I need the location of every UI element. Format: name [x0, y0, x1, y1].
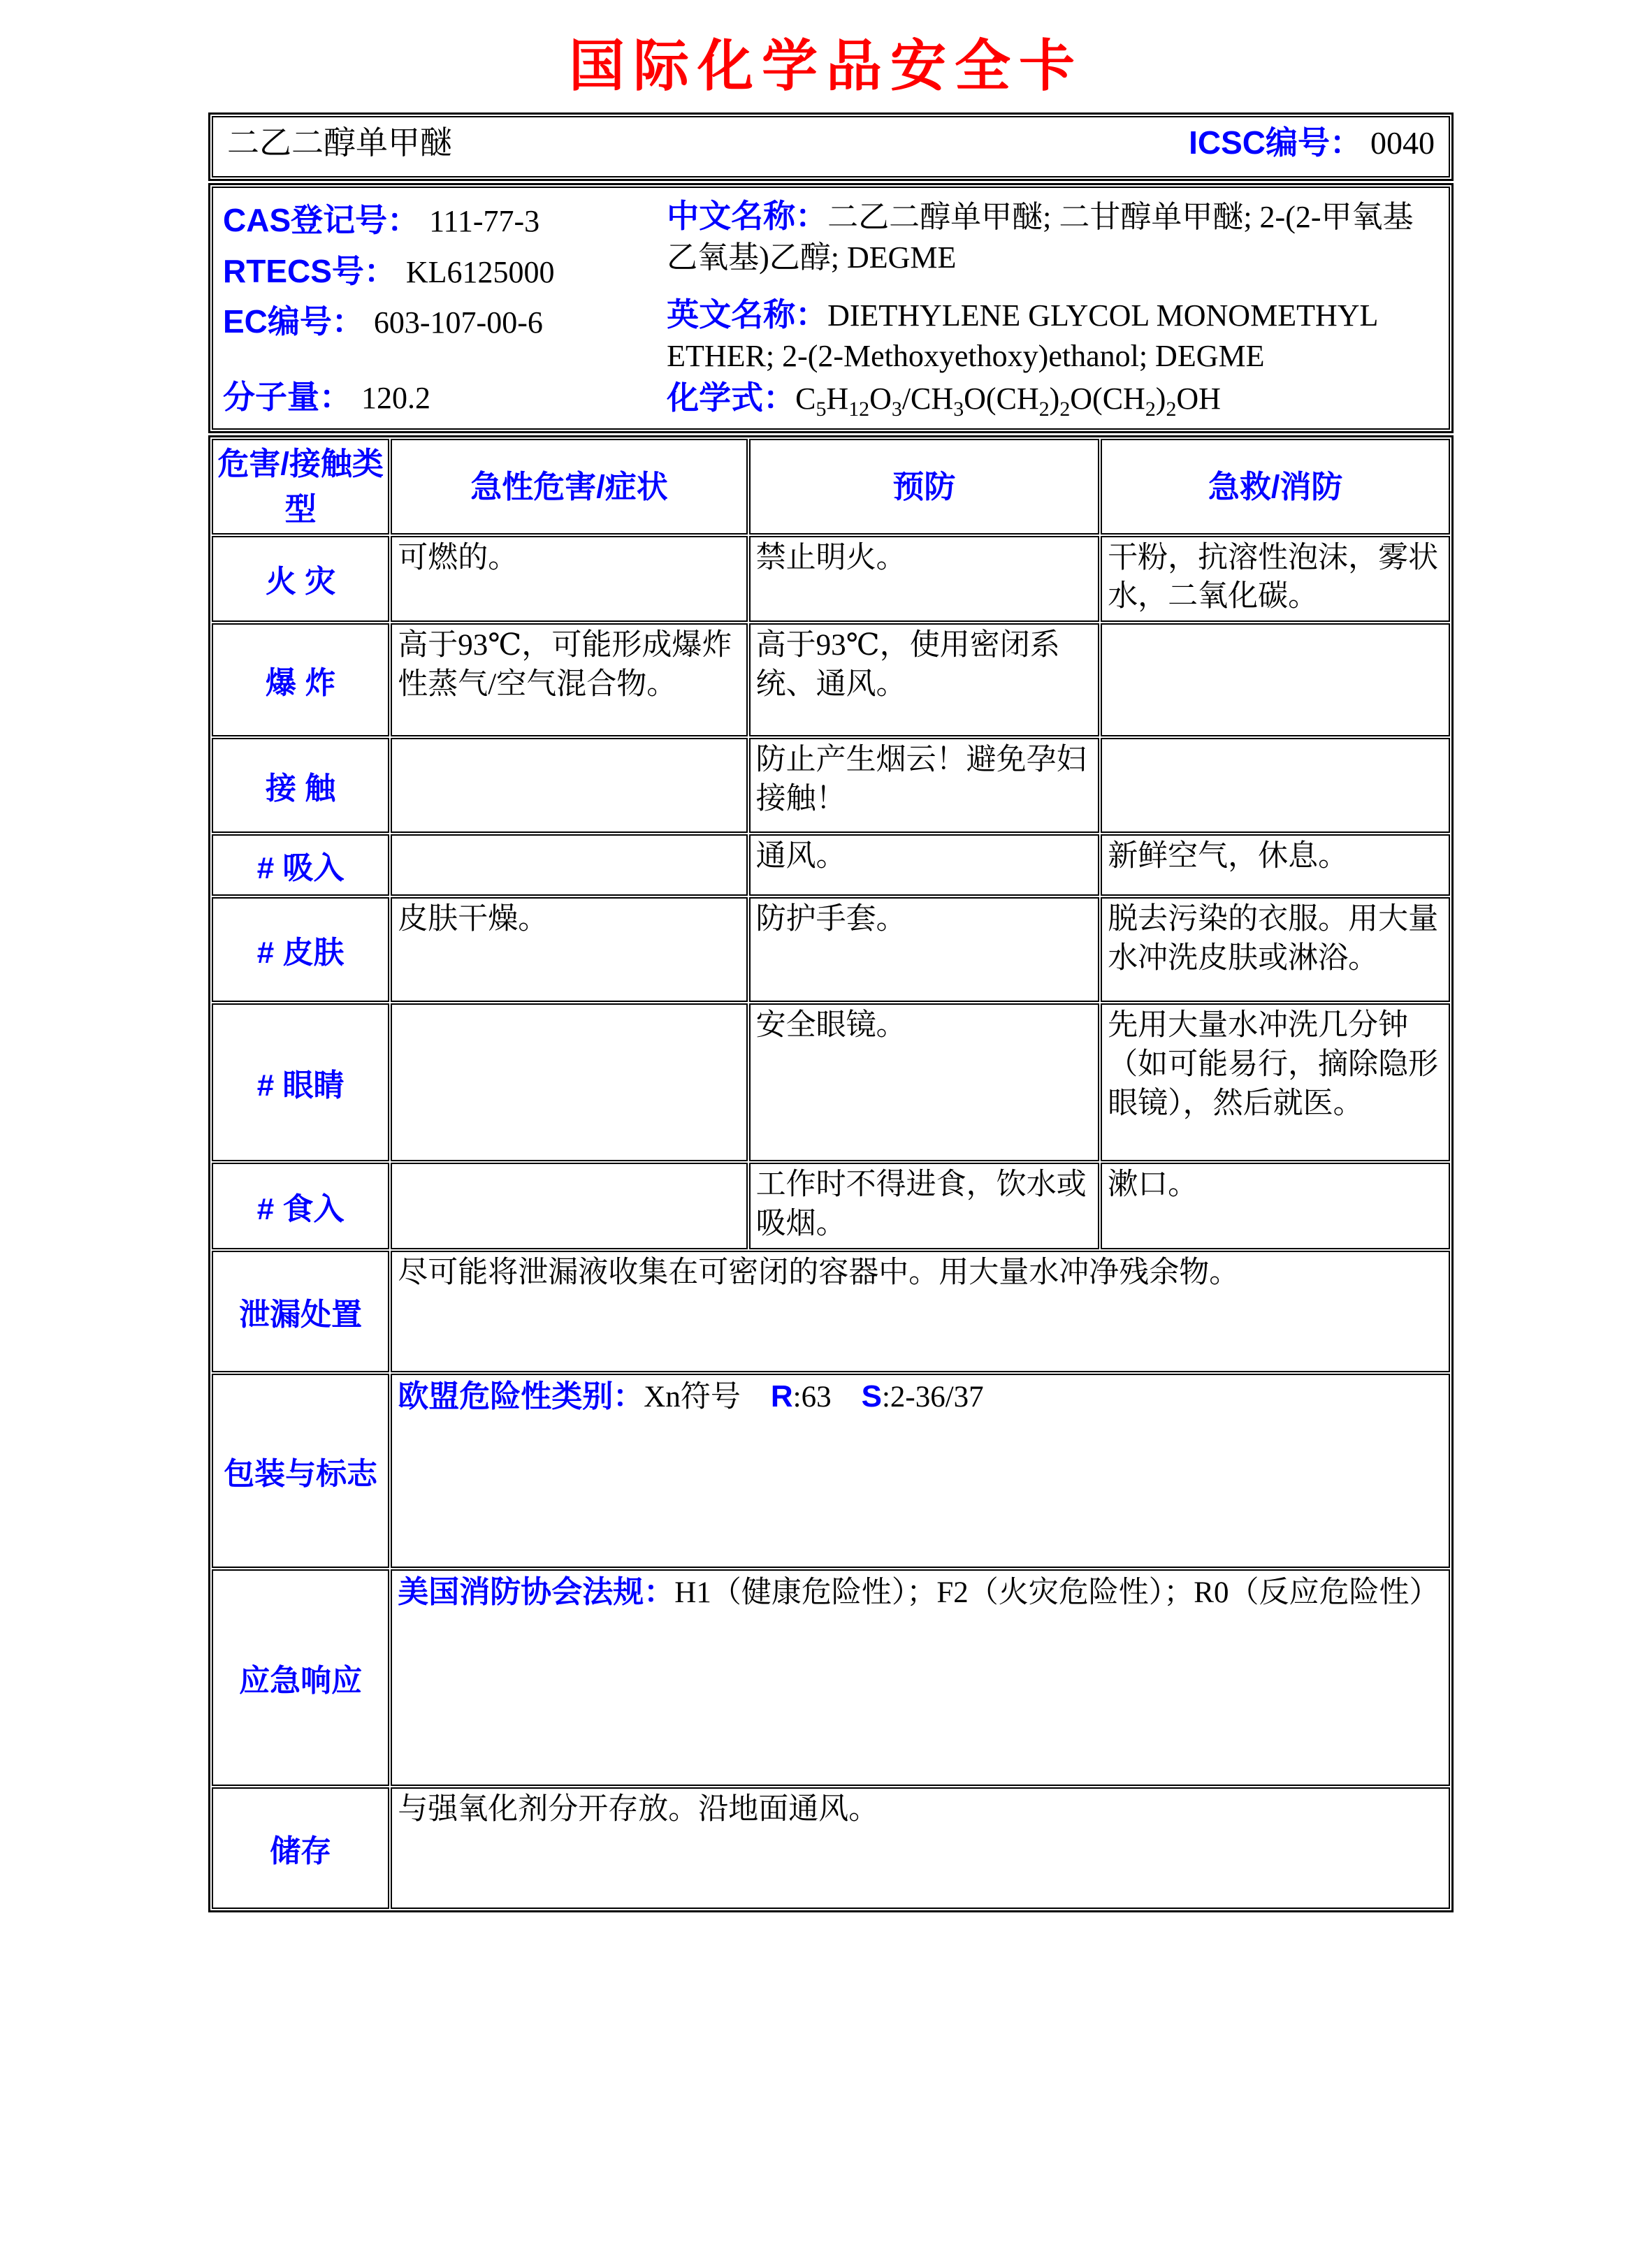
eyes-row-label: # 眼睛	[212, 1003, 389, 1161]
ingestion-response: 漱口。	[1101, 1163, 1450, 1249]
skin-row-label: # 皮肤	[212, 897, 389, 1002]
chinese-name-value: 二乙二醇单甲醚; 二甘醇单甲醚; 2-(2-甲氧基乙氧基)乙醇; DEGME	[667, 200, 1414, 275]
chemical-name: 二乙二醇单甲醚	[227, 125, 452, 161]
inline-label: 美国消防协会法规：	[398, 1575, 675, 1610]
formula-segment: O(CH	[964, 381, 1039, 416]
header-acute-symptoms: 急性危害/症状	[391, 439, 747, 535]
inhalation-response: 新鲜空气，休息。	[1101, 834, 1450, 896]
rtecs-number-line	[223, 246, 667, 297]
title-bar-cell	[212, 116, 1450, 177]
emergency-response-row	[212, 1569, 1450, 1786]
icsc-number-label: ICSC编号：	[1189, 124, 1362, 161]
inline-text	[741, 1381, 771, 1414]
inline-text: 尽可能将泄漏液收集在可密闭的容器中。用大量水冲净残余物。	[398, 1256, 1240, 1290]
formula-segment: /CH	[901, 381, 954, 416]
identifier-box	[208, 183, 1454, 433]
chemical-formula-value	[795, 381, 1221, 421]
card-content	[208, 112, 1454, 1912]
inline-text: H1（健康危险性）；F2（火灾危险性）；R0（反应危险性）	[674, 1576, 1440, 1610]
emergency-response-label: 应急响应	[212, 1569, 389, 1786]
fire-symptoms: 可燃的。	[391, 536, 747, 623]
contact-response	[1101, 738, 1450, 833]
cas-number-value: 111-77-3	[429, 204, 540, 238]
explosion-symptoms: 高于93℃，可能形成爆炸性蒸气/空气混合物。	[391, 623, 747, 736]
identifier-row	[212, 187, 1450, 430]
explosion-row	[212, 623, 1450, 736]
header-hazard-type: 危害/接触类型	[212, 439, 389, 535]
identifier-right-column	[667, 195, 1439, 423]
eyes-prevention: 安全眼镜。	[749, 1003, 1100, 1161]
chinese-name-paragraph	[667, 195, 1439, 278]
english-name-label: 英文名称：	[667, 296, 828, 333]
fire-response: 干粉，抗溶性泡沫，雾状水，二氧化碳。	[1101, 536, 1450, 623]
hazard-table	[208, 435, 1454, 1912]
ingestion-row	[212, 1163, 1450, 1249]
hazard-table-header-row	[212, 439, 1450, 535]
fire-prevention: 禁止明火。	[749, 536, 1100, 623]
explosion-prevention: 高于93℃，使用密闭系统、通风。	[749, 623, 1100, 736]
formula-paragraph	[667, 377, 1439, 423]
header-first-aid-fire: 急救/消防	[1101, 439, 1450, 535]
skin-response: 脱去污染的衣服。用大量水冲洗皮肤或淋浴。	[1101, 897, 1450, 1002]
eyes-symptoms	[391, 1003, 747, 1161]
inline-text	[832, 1381, 862, 1414]
contact-row-label: 接 触	[212, 738, 389, 833]
eyes-response: 先用大量水冲洗几分钟（如可能易行，摘除隐形眼镜），然后就医。	[1101, 1003, 1450, 1161]
packaging-labelling-row	[212, 1374, 1450, 1568]
english-name-paragraph	[667, 293, 1439, 377]
ingestion-prevention: 工作时不得进食，饮水或吸烟。	[749, 1163, 1100, 1249]
formula-segment: )	[1049, 381, 1060, 416]
molecular-weight-value: 120.2	[361, 381, 430, 416]
identifier-left-column	[223, 195, 667, 423]
contact-symptoms	[391, 738, 747, 833]
formula-subscript: 2	[1166, 397, 1177, 421]
molecular-weight-label: 分子量：	[223, 379, 352, 416]
skin-symptoms: 皮肤干燥。	[391, 897, 747, 1002]
formula-segment: H	[826, 381, 849, 416]
chemical-formula-label: 化学式：	[667, 379, 796, 416]
formula-segment: OH	[1176, 381, 1221, 416]
ingestion-symptoms	[391, 1163, 747, 1249]
inline-label: R	[770, 1379, 793, 1414]
fire-row-label: 火 灾	[212, 536, 389, 623]
title-bar-row	[212, 116, 1450, 177]
inline-label: 欧盟危险性类别：	[398, 1379, 644, 1414]
cas-number-line	[223, 195, 667, 246]
chinese-name-label: 中文名称：	[667, 198, 828, 234]
storage-label: 储存	[212, 1787, 389, 1909]
formula-subscript: 5	[816, 397, 827, 421]
identifier-cell	[212, 187, 1450, 430]
formula-segment: O	[869, 381, 892, 416]
inline-label: S	[861, 1379, 882, 1414]
title-bar	[208, 112, 1454, 181]
storage-content	[391, 1787, 1450, 1909]
packaging-labelling-content	[391, 1374, 1450, 1568]
spill-disposal-label: 泄漏处置	[212, 1251, 389, 1372]
page-title: 国际化学品安全卡	[569, 36, 1083, 98]
english-name-value: DIETHYLENE GLYCOL MONOMETHYL ETHER; 2-(2-Methoxyethoxy)ethanol; DEGME	[667, 298, 1377, 373]
icsc-card-page	[0, 21, 1652, 2245]
formula-subscript: 2	[1038, 397, 1050, 421]
ec-number-label: EC编号：	[223, 303, 364, 340]
rtecs-number-label: RTECS号：	[223, 252, 396, 289]
ec-number-value: 603-107-00-6	[373, 305, 543, 340]
rtecs-number-value: KL6125000	[405, 254, 555, 289]
inline-text: :2-36/37	[881, 1381, 984, 1414]
cas-number-label: CAS登记号：	[223, 202, 420, 238]
inhalation-row	[212, 834, 1450, 896]
icsc-number-group	[1189, 117, 1435, 164]
spill-disposal-row	[212, 1251, 1450, 1372]
inline-text: :63	[792, 1381, 832, 1414]
formula-subscript: 2	[1059, 397, 1071, 421]
inhalation-row-label: # 吸入	[212, 834, 389, 896]
inhalation-prevention: 通风。	[749, 834, 1100, 896]
contact-row	[212, 738, 1450, 833]
formula-subscript: 2	[1145, 397, 1156, 421]
icsc-number-value: 0040	[1370, 125, 1435, 161]
formula-segment: C	[795, 381, 816, 416]
packaging-labelling-label: 包装与标志	[212, 1374, 389, 1568]
fire-row	[212, 536, 1450, 623]
storage-row	[212, 1787, 1450, 1909]
ingestion-row-label: # 食入	[212, 1163, 389, 1249]
emergency-response-content	[391, 1569, 1450, 1786]
header-prevention: 预防	[749, 439, 1100, 535]
explosion-response	[1101, 623, 1450, 736]
inline-text: 与强氧化剂分开存放。沿地面通风。	[398, 1793, 879, 1826]
formula-segment: O(CH	[1070, 381, 1145, 416]
inhalation-symptoms	[391, 834, 747, 896]
contact-prevention: 防止产生烟云！避免孕妇接触！	[749, 738, 1100, 833]
ec-number-line	[223, 296, 667, 347]
formula-subscript: 12	[848, 397, 870, 421]
skin-row	[212, 897, 1450, 1002]
inline-text: Xn符号	[644, 1381, 741, 1414]
spill-disposal-content	[391, 1251, 1450, 1372]
skin-prevention: 防护手套。	[749, 897, 1100, 1002]
formula-subscript: 3	[953, 397, 964, 421]
explosion-row-label: 爆 炸	[212, 623, 389, 736]
eyes-row	[212, 1003, 1450, 1161]
molecular-weight-line	[223, 372, 667, 423]
formula-subscript: 3	[891, 397, 902, 421]
formula-segment: )	[1155, 381, 1166, 416]
